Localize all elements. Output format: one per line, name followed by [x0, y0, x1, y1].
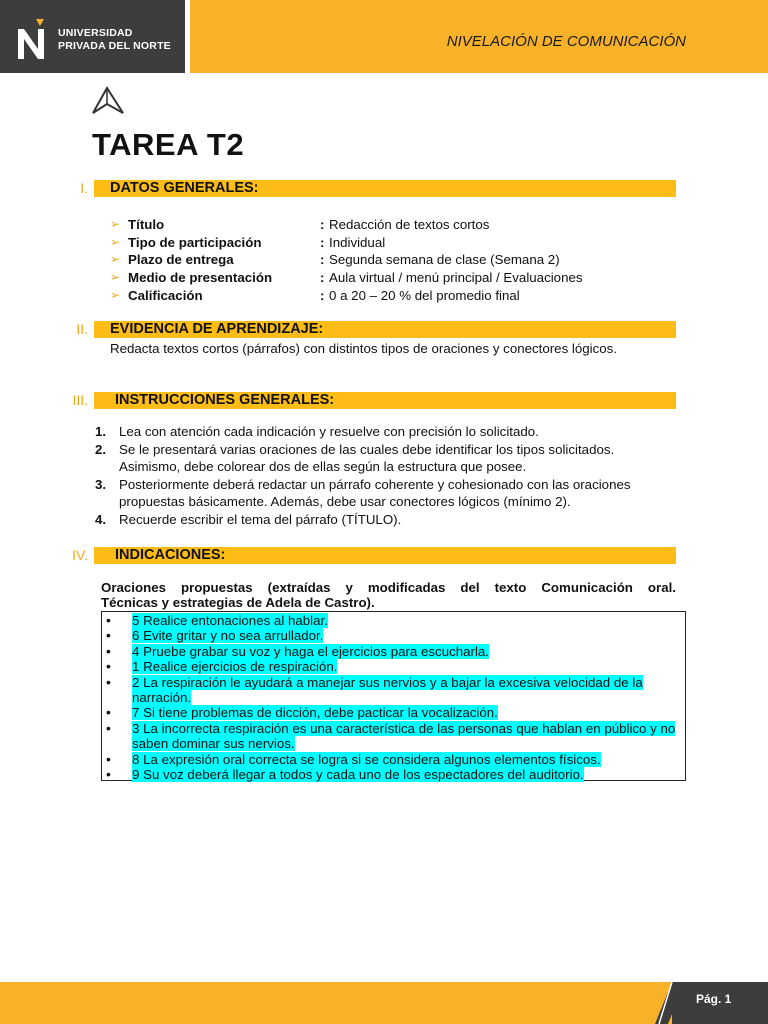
section-number: III.	[72, 392, 88, 408]
logo-line-2: PRIVADA DEL NORTE	[58, 40, 171, 52]
course-title: NIVELACIÓN DE COMUNICACIÓN	[446, 33, 686, 50]
page-number: Pág. 1	[696, 992, 732, 1006]
arrow-bullet-icon: ➢	[110, 234, 121, 249]
arrow-bullet-icon: ➢	[110, 270, 121, 285]
list-item: 2. Se le presentará varias oraciones de las cuales debe identificar los tipos solicitados. Asimismo, debe colorear dos de ellas según la estructura que posee.	[95, 441, 615, 474]
page-header	[0, 0, 768, 73]
data-row: ➢ Medio de presentación : Aula virtual / menú principal / Evaluaciones	[110, 270, 583, 286]
list-item: • 8 La expresión oral correcta se logra si se considera algunos elementos físicos.	[106, 750, 601, 767]
indicaciones-intro-cont: Técnicas y estrategias de Adela de Castro).	[101, 595, 375, 610]
section-number: I.	[80, 180, 88, 196]
section-label: INSTRUCCIONES GENERALES:	[115, 392, 335, 408]
university-logo	[0, 0, 185, 73]
section-number: IV.	[72, 547, 88, 563]
section-datos-generales	[0, 180, 676, 197]
data-row: ➢ Plazo de entrega : Segunda semana de clase (Semana 2)	[110, 252, 560, 268]
footer-band	[0, 982, 768, 1024]
data-key: Calificación	[128, 287, 203, 303]
evidencia-text: Redacta textos cortos (párrafos) con distintos tipos de oraciones y conectores lógicos.	[110, 341, 618, 356]
section-indicaciones	[0, 547, 676, 564]
data-key: Medio de presentación	[128, 270, 273, 286]
section-number: II.	[76, 321, 88, 337]
document-title: TAREA T2	[92, 127, 245, 162]
data-value: Individual	[329, 234, 386, 250]
section-label: INDICACIONES:	[115, 547, 226, 563]
data-key: Título	[128, 217, 165, 232]
data-key: Plazo de entrega	[128, 252, 234, 268]
list-item: • 6 Evite gritar y no sea arrullador.	[106, 627, 324, 644]
oraciones-box	[101, 611, 686, 781]
list-item: 1. Lea con atención cada indicación y resuelve con precisión lo solicitado.	[95, 424, 539, 439]
arrow-bullet-icon: ➢	[110, 287, 121, 302]
logo-line-1: UNIVERSIDAD	[58, 27, 133, 39]
list-item: • 3 La incorrecta respiración es una característica de las personas que hablan en público y no saben dominar sus nervios.	[106, 719, 676, 752]
data-row: ➢ Título : Redacción de textos cortos	[110, 217, 490, 232]
instrucciones-list	[94, 423, 674, 528]
list-item: • 9 Su voz deberá llegar a todos y cada uno de los espectadores del auditorio.	[106, 766, 584, 783]
indicaciones-intro: Oraciones propuestas (extraídas y modificadas del texto Comunicación oral.	[101, 580, 676, 595]
data-value: 0 a 20 – 20 % del promedio final	[329, 287, 520, 303]
arrow-bullet-icon: ➢	[110, 252, 121, 267]
section-label: EVIDENCIA DE APRENDIZAJE:	[110, 321, 324, 337]
logo-text	[58, 27, 171, 53]
list-item: 3. Posteriormente deberá redactar un párrafo coherente y cohesionado con las oraciones propuestas básicamente. Además, debe usar conectores lógicos (mínimo 2).	[95, 476, 631, 509]
section-evidencia	[0, 321, 676, 338]
list-item: • 1 Realice ejercicios de respiración.	[106, 658, 338, 675]
arrow-bullet-icon: ➢	[110, 217, 121, 231]
data-value: Aula virtual / menú principal / Evaluaciones	[329, 270, 583, 286]
list-item: • 2 La respiración le ayudará a manejar sus nervios y a bajar la excesiva velocidad de la narración.	[106, 673, 643, 706]
data-row: ➢ Calificación : 0 a 20 – 20 % del promedio final	[110, 287, 520, 303]
upn-logo-icon	[14, 17, 50, 61]
list-item: 4. Recuerde escribir el tema del párrafo (TÍTULO).	[95, 511, 402, 527]
data-key: Tipo de participación	[128, 234, 262, 250]
data-value: Redacción de textos cortos	[329, 217, 490, 232]
footer-slash-decoration	[655, 982, 685, 1024]
list-item: • 5 Realice entonaciones al hablar.	[106, 612, 328, 628]
list-item: • 4 Pruebe grabar su voz y haga el ejercicios para escucharla.	[106, 642, 489, 659]
data-row: ➢ Tipo de participación : Individual	[110, 234, 386, 250]
navigation-arrow-icon	[91, 86, 125, 116]
list-item: • 7 Si tiene problemas de dicción, debe pacticar la vocalización.	[106, 704, 498, 721]
data-value: Segunda semana de clase (Semana 2)	[329, 252, 560, 268]
datos-generales-list	[110, 216, 670, 304]
section-label: DATOS GENERALES:	[110, 180, 259, 196]
section-instrucciones	[0, 392, 676, 409]
